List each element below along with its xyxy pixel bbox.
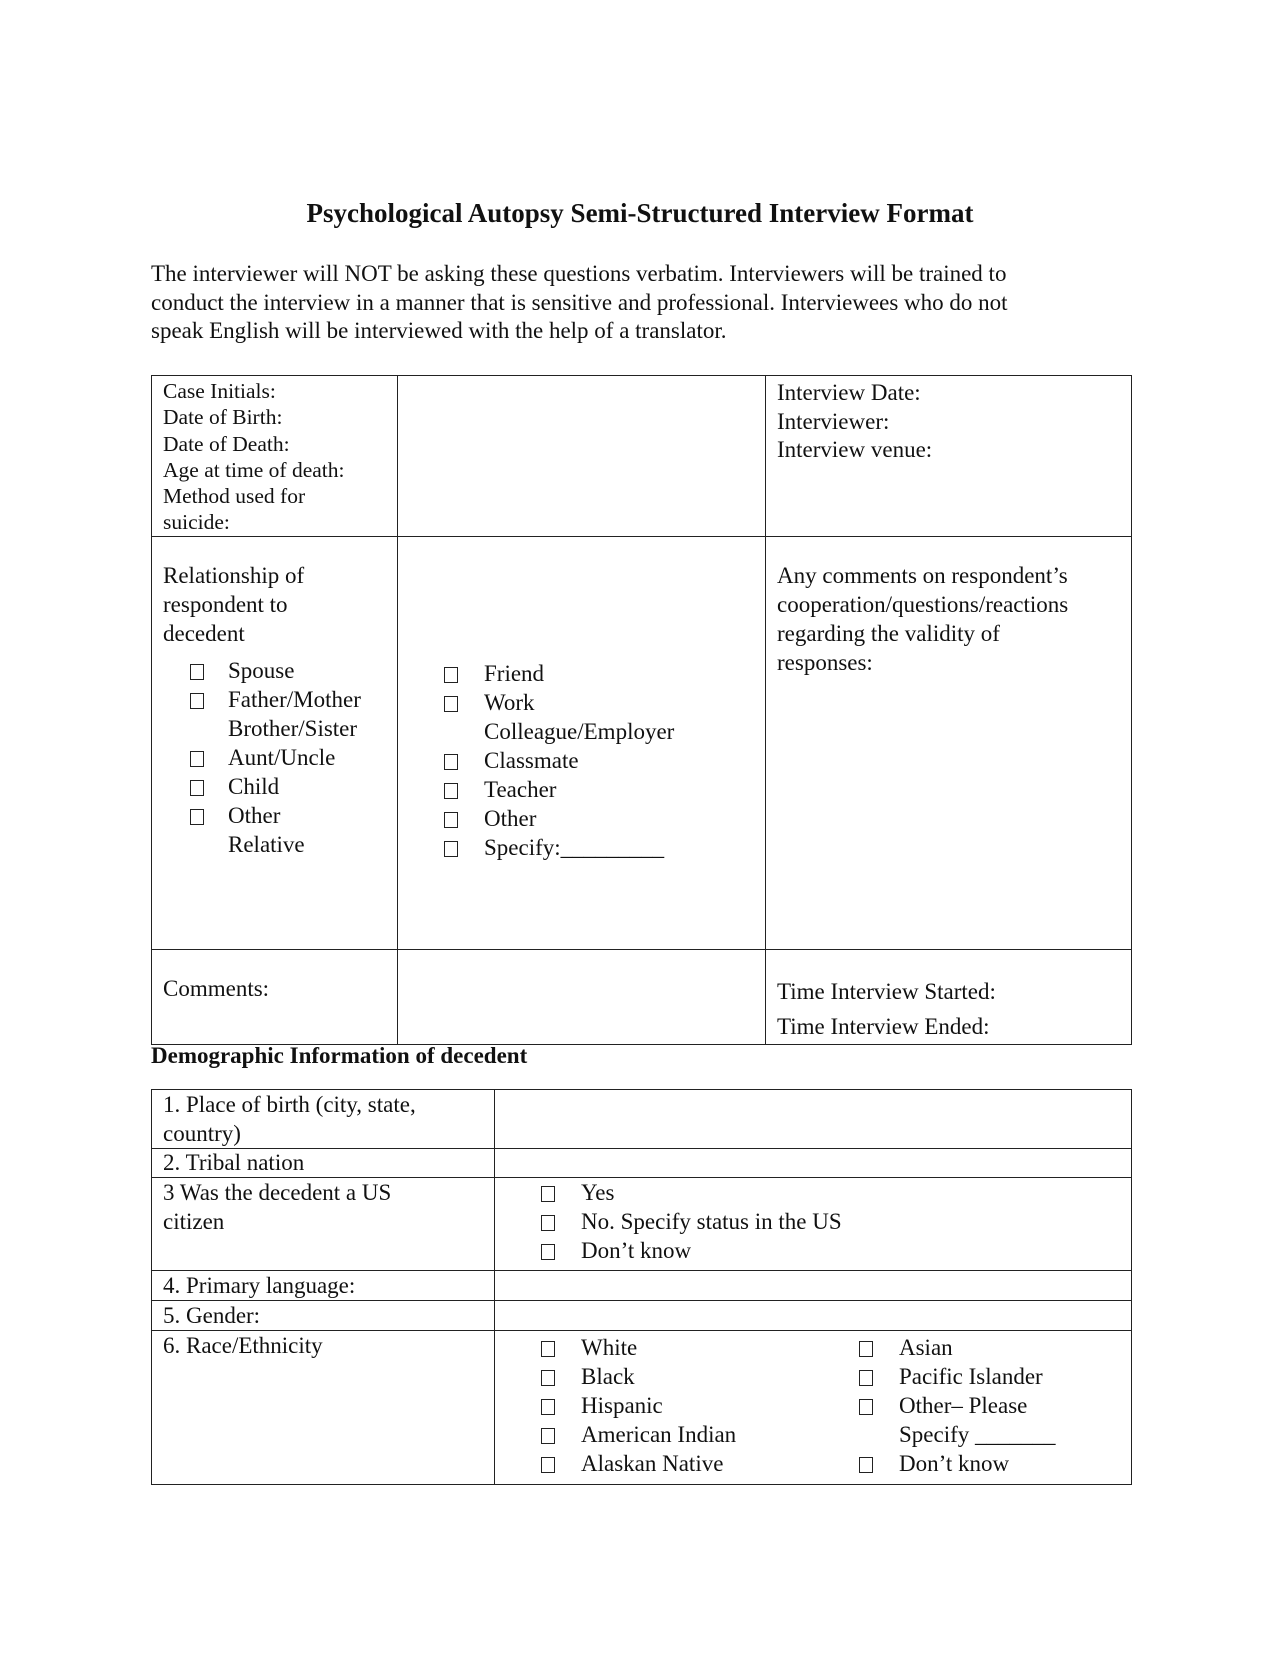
option-other[interactable]: Other [398, 804, 765, 833]
option-race-dont-know[interactable]: Don’t know [813, 1449, 1113, 1478]
q4-label: 4. Primary language: [163, 1273, 356, 1298]
q3-options [495, 1178, 1131, 1265]
option-alaskan-native[interactable]: Alaskan Native [495, 1449, 813, 1478]
interview-venue-label: Interview venue: [777, 437, 933, 462]
q5-answer-cell[interactable] [495, 1301, 1132, 1331]
option-aunt-uncle[interactable]: Aunt/Uncle [152, 743, 397, 772]
case-blank-cell[interactable] [398, 376, 766, 537]
validity-comment-label: regarding the validity of [777, 621, 1000, 646]
checkbox[interactable] [541, 1399, 555, 1415]
q3-label: citizen [163, 1209, 225, 1234]
checkbox[interactable] [190, 780, 204, 796]
date-of-birth-label: Date of Birth: [163, 405, 283, 430]
comments-label: Comments: [163, 976, 270, 1001]
q2-answer-cell[interactable] [495, 1149, 1132, 1178]
checkbox[interactable] [190, 751, 204, 767]
checkbox[interactable] [859, 1370, 873, 1386]
option-other-specify[interactable]: Other– Please Specify _______ [813, 1391, 1113, 1449]
method-label-cont: suicide: [163, 510, 230, 535]
checkbox[interactable] [444, 696, 458, 712]
q6-label-cell [152, 1331, 495, 1485]
checkbox[interactable] [444, 783, 458, 799]
time-cell [766, 950, 1132, 1045]
q6-label: 6. Race/Ethnicity [163, 1333, 323, 1358]
comments-blank-cell[interactable] [398, 950, 766, 1045]
case-initials-label: Case Initials: [163, 379, 276, 403]
validity-comment-label: cooperation/questions/reactions [777, 592, 1069, 617]
date-of-death-label: Date of Death: [163, 431, 290, 456]
q2-label-cell [152, 1149, 495, 1178]
q1-answer-cell[interactable] [495, 1090, 1132, 1149]
relationship-options-left [152, 656, 397, 859]
checkbox[interactable] [541, 1244, 555, 1260]
checkbox[interactable] [444, 812, 458, 828]
case-fields-cell [152, 376, 398, 537]
interview-date-label: Interview Date: [777, 380, 921, 405]
intro-line: conduct the interview in a manner that is sensitive and professional. Interviewees who do not [151, 289, 1008, 315]
relationship-label: decedent [163, 621, 245, 646]
option-hispanic[interactable]: Hispanic [495, 1391, 813, 1420]
demographics-table [151, 1089, 1132, 1485]
q5-label-cell [152, 1301, 495, 1331]
q4-label-cell [152, 1271, 495, 1301]
time-started-label: Time Interview Started: [777, 979, 996, 1004]
checkbox[interactable] [444, 841, 458, 857]
option-yes[interactable]: Yes [495, 1178, 1131, 1207]
relationship-cell [152, 537, 398, 950]
relationship-label: Relationship of [163, 563, 305, 588]
q1-label-cell [152, 1090, 495, 1149]
method-label: Method used for [163, 484, 306, 509]
checkbox[interactable] [541, 1370, 555, 1386]
option-teacher[interactable]: Teacher [398, 775, 765, 804]
validity-comment-cell[interactable] [766, 537, 1132, 950]
checkbox[interactable] [444, 754, 458, 770]
option-american-indian[interactable]: American Indian [495, 1420, 813, 1449]
checkbox[interactable] [859, 1341, 873, 1357]
demographic-heading: Demographic Information of decedent [151, 1043, 528, 1068]
option-specify[interactable]: Specify:_________ [398, 833, 765, 862]
option-spouse[interactable]: Spouse [152, 656, 397, 685]
race-options-right [813, 1333, 1113, 1478]
q3-label-cell [152, 1178, 495, 1271]
page-title: Psychological Autopsy Semi-Structured Interview Format [306, 198, 974, 228]
option-other-relative[interactable]: Other Relative [152, 801, 397, 859]
intro-line: The interviewer will NOT be asking these questions verbatim. Interviewers will be trained to [151, 261, 1007, 286]
checkbox[interactable] [541, 1341, 555, 1357]
option-work-colleague[interactable]: Work Colleague/Employer [398, 688, 765, 746]
validity-comment-label: Any comments on respondent’s [777, 563, 1068, 588]
option-dont-know[interactable]: Don’t know [495, 1236, 1131, 1265]
q3-label: 3 Was the decedent a US [163, 1180, 392, 1205]
intro-line: speak English will be interviewed with the help of a translator. [151, 318, 727, 343]
q6-options-cell [495, 1331, 1132, 1485]
checkbox[interactable] [541, 1428, 555, 1444]
option-black[interactable]: Black [495, 1362, 813, 1391]
option-father-mother[interactable]: Father/Mother Brother/Sister [152, 685, 397, 743]
age-at-death-label: Age at time of death: [163, 457, 345, 482]
intro-paragraph [151, 260, 1141, 346]
option-friend[interactable]: Friend [398, 659, 765, 688]
checkbox[interactable] [541, 1457, 555, 1473]
checkbox[interactable] [190, 693, 204, 709]
q2-label: 2. Tribal nation [163, 1150, 305, 1175]
checkbox[interactable] [859, 1399, 873, 1415]
option-asian[interactable]: Asian [813, 1333, 1113, 1362]
interview-fields-cell [766, 376, 1132, 537]
case-info-table [151, 375, 1132, 1045]
q4-answer-cell[interactable] [495, 1271, 1132, 1301]
time-ended-label: Time Interview Ended: [777, 1014, 990, 1039]
race-options-left [495, 1333, 813, 1478]
option-white[interactable]: White [495, 1333, 813, 1362]
checkbox[interactable] [541, 1186, 555, 1202]
checkbox[interactable] [444, 667, 458, 683]
checkbox[interactable] [859, 1457, 873, 1473]
q1-label: 1. Place of birth (city, state, [163, 1092, 416, 1117]
option-classmate[interactable]: Classmate [398, 746, 765, 775]
relationship-options-cell [398, 537, 766, 950]
checkbox[interactable] [190, 664, 204, 680]
option-child[interactable]: Child [152, 772, 397, 801]
q1-label: country) [163, 1120, 241, 1146]
q3-options-cell [495, 1178, 1132, 1271]
validity-comment-label: responses: [777, 650, 873, 675]
relationship-options-right [398, 659, 765, 862]
option-no-specify[interactable]: No. Specify status in the US [495, 1207, 1131, 1236]
option-pacific-islander[interactable]: Pacific Islander [813, 1362, 1113, 1391]
interviewer-label: Interviewer: [777, 408, 890, 434]
comments-cell [152, 950, 398, 1045]
checkbox[interactable] [190, 809, 204, 825]
relationship-label: respondent to [163, 592, 288, 617]
checkbox[interactable] [541, 1215, 555, 1231]
q5-label: 5. Gender: [163, 1303, 261, 1328]
